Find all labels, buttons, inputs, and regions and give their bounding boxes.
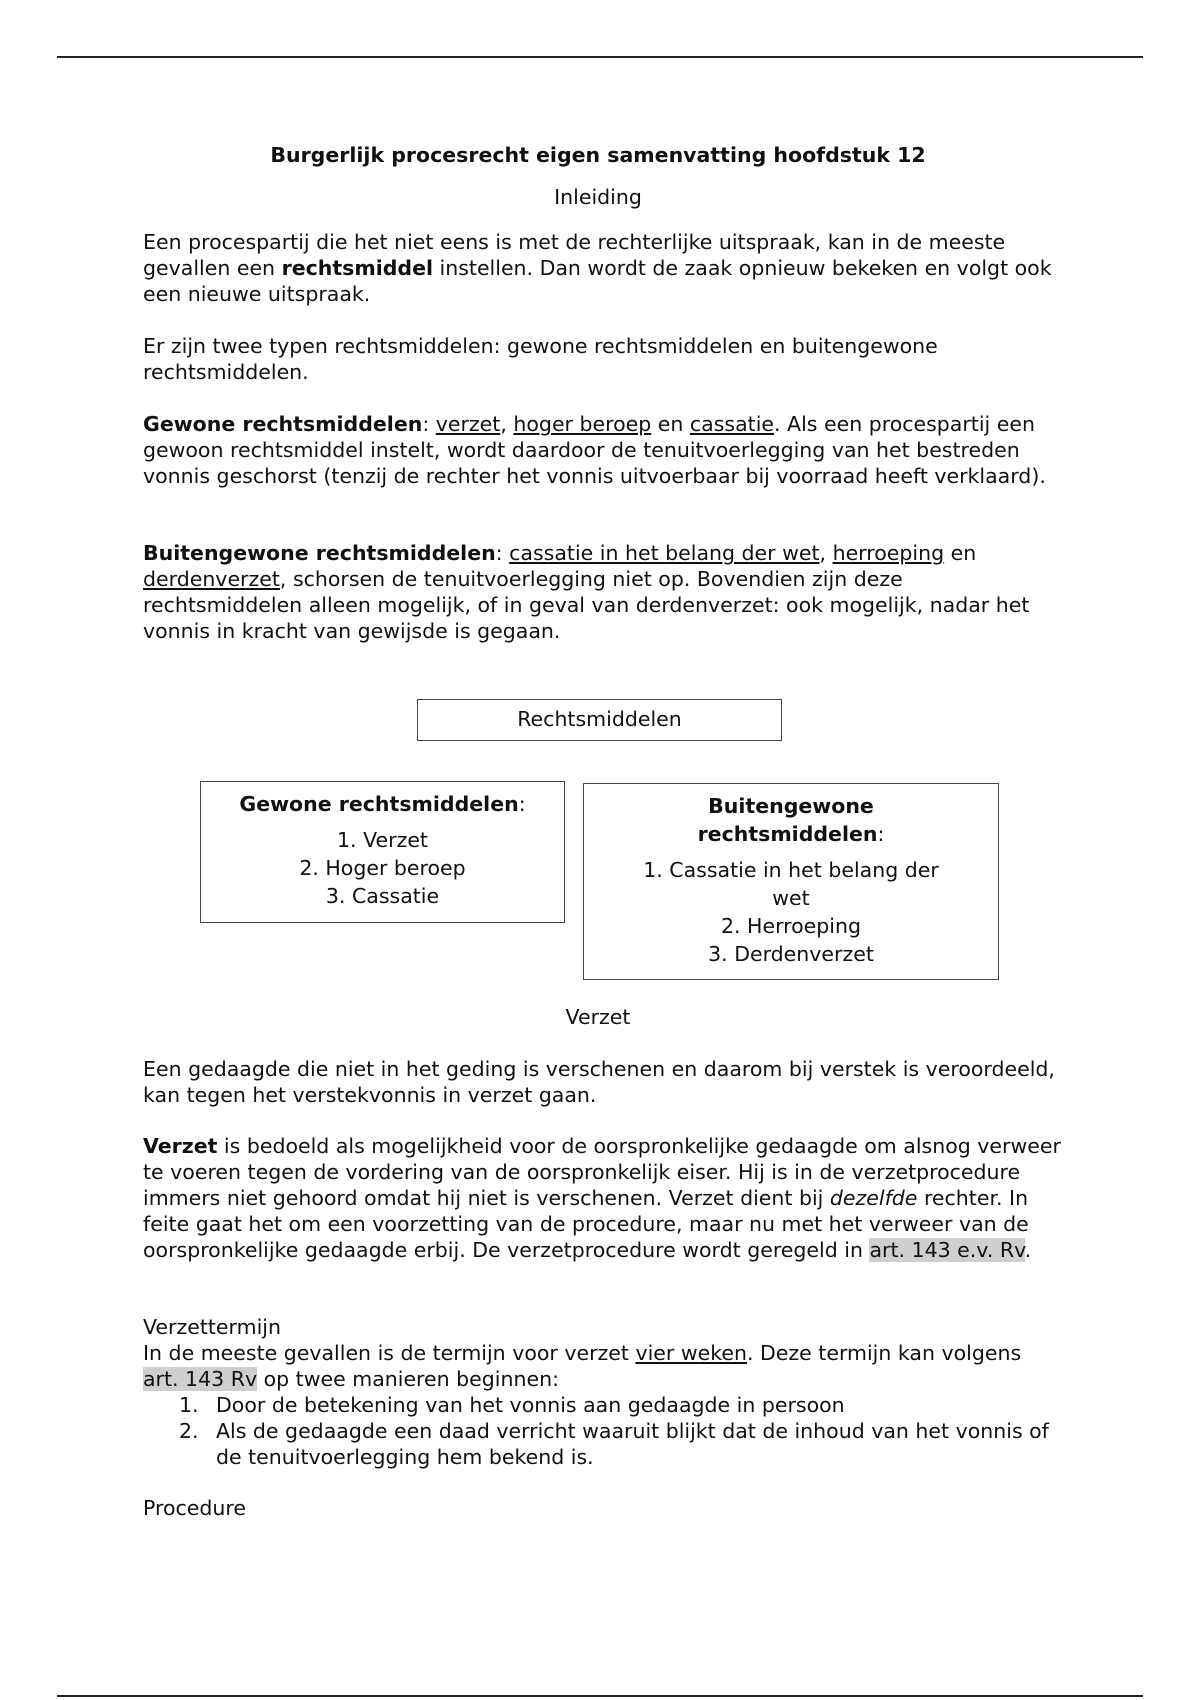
intro-paragraph-1 (143, 229, 1063, 307)
list-text: Als de gedaagde een daad verricht waaruit blijkt dat de inhoud van het vonnis of de tenuitvoerlegging hem bekend is. (216, 1419, 1049, 1469)
intro-paragraph-3 (143, 411, 1063, 489)
diagram-right-item: wet (772, 886, 810, 910)
text: , (500, 412, 514, 436)
diagram-right-title: Buitengewone (708, 794, 874, 818)
highlighted-reference: art. 143 Rv (143, 1367, 258, 1391)
numbered-list (143, 1392, 1063, 1470)
page-title: Burgerlijk procesrecht eigen samenvatting hoofdstuk 12 (270, 143, 926, 167)
diagram-left-item: 1. Verzet (337, 828, 428, 852)
diagram-right-title: rechtsmiddelen (697, 822, 878, 846)
list-item (143, 1418, 1063, 1470)
diagram-right-box (583, 783, 999, 980)
bottom-rule (57, 1695, 1143, 1697)
list-item (143, 1392, 1063, 1418)
text: rechter. In feite gaat het om een voorzetting van de procedure, maar nu met het verweer van de oorspronkelijke gedaagde erbij. De verzetprocedure wordt geregeld in (143, 1186, 1029, 1262)
diagram-right-item: 2. Herroeping (720, 914, 862, 938)
list-text: Door de betekening van het vonnis aan gedaagde in persoon (216, 1393, 845, 1417)
top-rule (57, 56, 1143, 58)
text: Een gedaagde die niet in het geding is verschenen en daarom bij verstek is veroordeeld, kan tegen het verstekvonnis in verzet gaan. (143, 1057, 1055, 1107)
diagram-left-item: 3. Cassatie (325, 884, 440, 908)
text: : (422, 412, 436, 436)
procedure-heading (143, 1495, 1063, 1521)
bold-term: Verzet (143, 1134, 218, 1158)
text: instellen. Dan wordt de zaak opnieuw bekeken en volgt ook een nieuwe uitspraak. (143, 256, 1052, 306)
text: : (518, 792, 526, 816)
underlined-term: cassatie in het belang der wet (509, 541, 820, 565)
underlined-term: verzet (435, 412, 501, 436)
text: . (1024, 1238, 1032, 1262)
subsection-heading: Procedure (143, 1496, 247, 1520)
list-number: 2. (179, 1419, 199, 1443)
underlined-term: cassatie (689, 412, 775, 436)
italic-term: dezelfde (829, 1186, 918, 1210)
diagram-left-title: Gewone rechtsmiddelen (239, 792, 519, 816)
text: op twee manieren beginnen: (257, 1367, 559, 1391)
diagram-right-item: 3. Derdenverzet (708, 942, 874, 966)
intro-paragraph-4 (143, 540, 1063, 644)
bold-term: rechtsmiddel (281, 256, 434, 280)
diagram-root-box (417, 699, 782, 741)
text: en (651, 412, 690, 436)
bold-term: Gewone rechtsmiddelen (143, 412, 423, 436)
text: , schorsen de tenuitvoerlegging niet op. Bovendien zijn deze rechtsmiddelen alleen mogelijk, of in geval van derdenverzet: ook mogelijk, nadar het vonnis in kracht van gewijsde is gegaan. (143, 567, 1030, 643)
verzet-paragraph-1 (143, 1056, 1063, 1108)
text: , (819, 541, 833, 565)
list-number: 1. (179, 1393, 199, 1417)
verzet-paragraph-2 (143, 1133, 1063, 1263)
bold-term: Buitengewone rechtsmiddelen (143, 541, 496, 565)
underlined-term: derdenverzet (143, 567, 280, 591)
highlighted-reference: art. 143 e.v. Rv (869, 1238, 1025, 1262)
section-heading-inleiding: Inleiding (554, 185, 642, 209)
text: In de meeste gevallen is de termijn voor verzet (143, 1341, 636, 1365)
text: . Deze termijn kan volgens (746, 1341, 1022, 1365)
text: : (877, 822, 885, 846)
text: Er zijn twee typen rechtsmiddelen: gewone rechtsmiddelen en buitengewone rechtsmiddelen. (143, 334, 938, 384)
text: is bedoeld als mogelijkheid voor de oorspronkelijke gedaagde om alsnog verweer te voeren tegen de vordering van de oorspronkelijk eiser. Hij is in de verzetprocedure immers niet gehoord omdat hij niet is verschenen. Verzet dient bij (143, 1134, 1061, 1210)
diagram-right-item: 1. Cassatie in het belang der (643, 858, 939, 882)
text: en (944, 541, 977, 565)
diagram-left-box (200, 781, 565, 923)
diagram-left-item: 2. Hoger beroep (299, 856, 466, 880)
text: Een procespartij die het niet eens is met de rechterlijke uitspraak, kan in de meeste gevallen een (143, 230, 1006, 280)
intro-paragraph-2 (143, 333, 1063, 385)
subsection-heading: Verzettermijn (143, 1315, 281, 1339)
verzettermijn-section (143, 1314, 1063, 1470)
text: . Als een procespartij een gewoon rechtsmiddel instelt, wordt daardoor de tenuitvoerlegging van het bestreden vonnis geschorst (tenzij de rechter het vonnis uitvoerbaar bij voorraad heeft verklaard). (143, 412, 1046, 488)
diagram-root-label: Rechtsmiddelen (517, 707, 682, 731)
underlined-term: herroeping (832, 541, 945, 565)
text: : (495, 541, 510, 565)
section-heading-verzet: Verzet (565, 1005, 631, 1029)
underlined-term: hoger beroep (513, 412, 652, 436)
underlined-term: vier weken (635, 1341, 747, 1365)
